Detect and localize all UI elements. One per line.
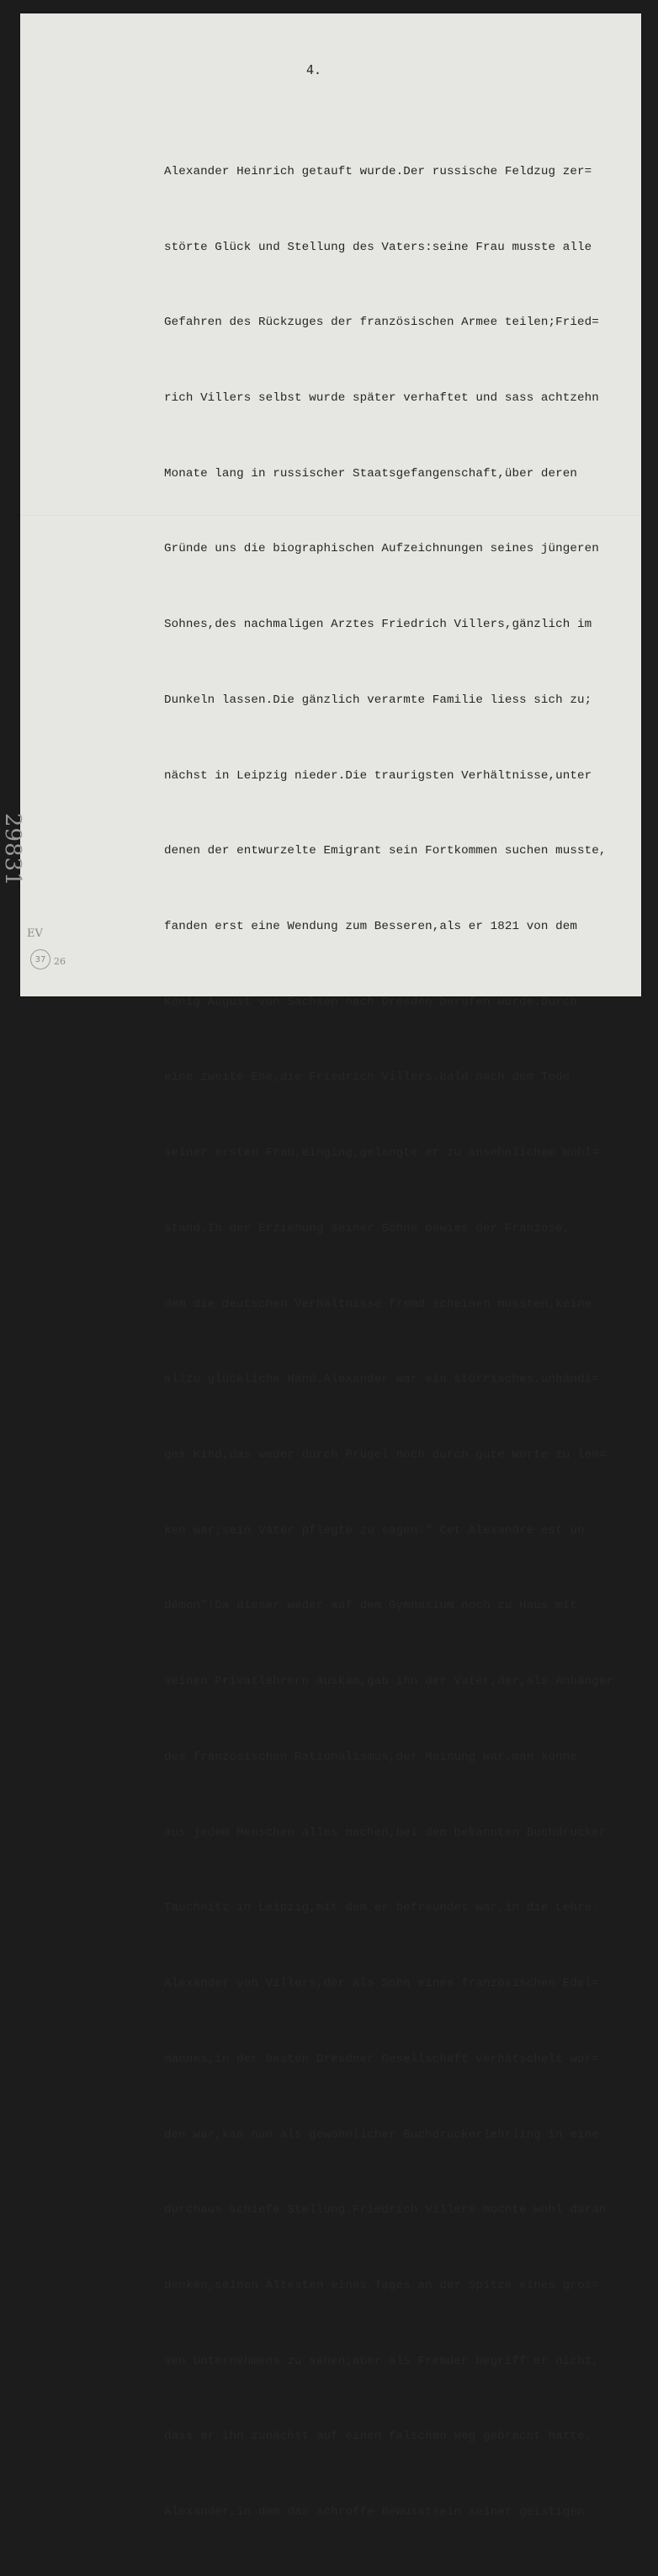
text-line: denen der entwurzelte Emigrant sein Fortkommen suchen musste,	[164, 844, 607, 858]
text-line: fanden erst eine Wendung zum Besseren,als er 1821 von dem	[164, 920, 577, 933]
archive-mark: EV	[27, 927, 43, 940]
text-line: sen Unternehmens zu sehen;aber als Fremder begriff er nicht,	[164, 2354, 599, 2368]
text-line: Gefahren des Rückzuges der französischen Armee teilen;Fried=	[164, 316, 599, 330]
text-line: ges Kind,das weder durch Prügel noch durch gute Worte zu len=	[164, 1448, 607, 1463]
text-line: seinen Privatlehrern auskam,gab ihn der Vater,der,als Anhänger	[164, 1675, 614, 1689]
text-line: seiner ersten Frau,einging,gelangte er zu ansehnlichem Wohl=	[164, 1146, 599, 1161]
document-page	[0, 13, 641, 2520]
text-line: mannes,in der besten Dresdner Gesellschaft verhätschelt wor=	[164, 2052, 599, 2066]
archive-side-number: 26	[54, 956, 66, 967]
text-line: ken war;sein Vater pflegte zu sagen:" Cet Alexandre est un	[164, 1523, 585, 1538]
text-line: stand.In der Erziehung seiner Söhne bewies der Franzose,	[164, 1221, 570, 1235]
text-line: eine zweite Ehe,die Friedrich Villers,bald nach dem Tode	[164, 1070, 570, 1085]
text-line: störte Glück und Stellung des Vaters:seine Frau musste alle	[164, 240, 592, 254]
text-line: Alexander von Villers,der als Sohn eines französischen Edel=	[164, 1977, 599, 1991]
text-line: rich Villers selbst wurde später verhaftet und sass achtzehn	[164, 390, 599, 405]
text-line: Tauchnitz in Leipzig,mit dem er befreundet war,in die Lehre.	[164, 1901, 599, 1915]
text-line: denken,seinen Ältesten eines Tages an der Spitze eines gros=	[164, 2278, 599, 2292]
archive-stamp-number: 37	[34, 954, 46, 964]
text-line: des französischen Rationalismus,der Meinung war,man könne	[164, 1750, 577, 1764]
typescript-body	[164, 109, 635, 2576]
text-line: Alexander Heinrich getauft wurde.Der russische Feldzug zer=	[164, 164, 592, 178]
text-line: den war,kam nun als gewöhnlicher Buchdruckerlehrling in eine	[164, 2127, 599, 2142]
text-line: Gründe uns die biographischen Aufzeichnungen seines jüngeren	[164, 542, 599, 556]
text-line: nächst in Leipzig nieder.Die traurigsten Verhältnisse,unter	[164, 768, 592, 783]
text-line: Dunkeln lassen.Die gänzlich verarmte Familie liess sich zu;	[164, 693, 592, 707]
archive-pencil-number: 29831	[0, 813, 25, 887]
text-line: démon"!Da dieser weder auf dem Gymnasium noch zu Haus mit	[164, 1599, 577, 1613]
text-line: aus jedem Menschen alles machen,bei dem bekannten Buchdrucker	[164, 1825, 607, 1840]
text-line: König August von Sachsen nach Dresden berufen wurde.Durch	[164, 995, 577, 1009]
text-line: durchaus schiefe Stellung.Friedrich Villers mochte wohl daran	[164, 2203, 607, 2217]
text-line: Sohnes,des nachmaligen Arztes Friedrich Villers,gänzlich im	[164, 618, 592, 632]
page-number: 4.	[306, 62, 322, 77]
text-line: Alexander,in dem das schroffe Bewusstsein seiner geistigen	[164, 2505, 585, 2520]
text-line: allzu glückliche Hand.Alexander war ein störrisches,unbändi=	[164, 1373, 599, 1387]
archive-stamp-circle	[30, 949, 50, 969]
text-line: Monate lang in russischer Staatsgefangenschaft,über deren	[164, 466, 577, 481]
text-line: dass er ihn zunächst auf einen falschen Weg gebracht hatte.	[164, 2430, 592, 2444]
text-line: dem die deutschen Verhältnisse fremd scheinen mussten,keine	[164, 1297, 592, 1311]
